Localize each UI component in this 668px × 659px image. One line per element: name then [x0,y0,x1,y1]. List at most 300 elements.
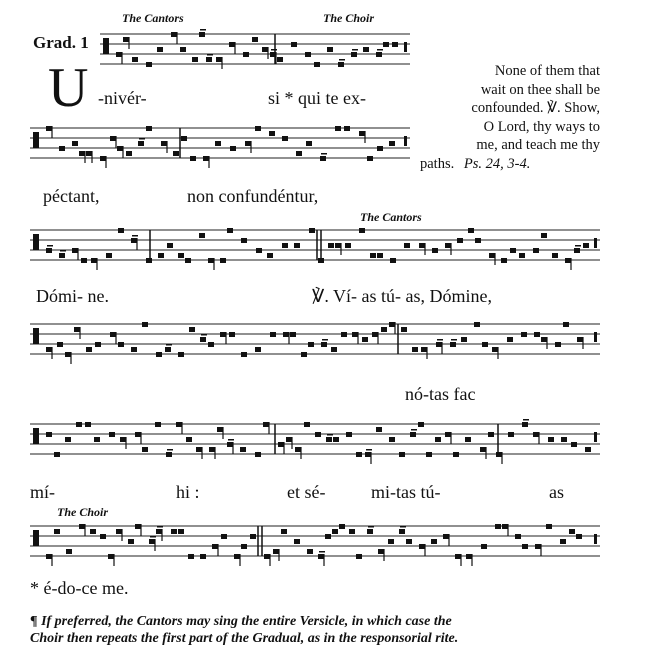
neume [426,452,432,457]
neume [54,452,60,457]
clef-mark [33,234,39,250]
neume [401,327,407,332]
neume [482,342,488,347]
neume [453,452,459,457]
neume [362,337,368,342]
neume [541,233,547,238]
neume [326,437,332,442]
lyric-syllable: mí- [30,482,55,502]
choir-label: The Choir [57,505,109,519]
neume [189,327,195,332]
neume [117,146,123,151]
neume [245,141,251,146]
neume [181,136,187,141]
neume [46,126,52,131]
lyric-syllable: et sé- [287,482,326,502]
neume [221,534,227,539]
neume [461,337,467,342]
neume [116,529,122,534]
translation-line: None of them that [494,63,600,79]
neume [79,524,85,529]
lyric-syllable: Dómi- ne. [36,286,109,306]
music-staff-4 [30,320,600,364]
neume [65,352,71,357]
neume [546,524,552,529]
neume [569,529,575,534]
neume [178,253,184,258]
neume [146,258,152,263]
neume [95,342,101,347]
neume [421,347,427,352]
neume [389,322,395,327]
episema [321,153,327,155]
neume [399,452,405,457]
neume [199,233,205,238]
neume [294,243,300,248]
translation-line: wait on thee shall be [480,81,600,98]
neume [455,554,461,559]
music-staff-2 [30,124,410,168]
neume [522,544,528,549]
neume [142,447,148,452]
neume [273,549,279,554]
custos [594,534,597,544]
lyric-syllable: si * qui te ex- [268,88,366,108]
neume [294,539,300,544]
neume [241,238,247,243]
neume [155,422,161,427]
neume [72,141,78,146]
episema [400,526,406,528]
neume [126,151,132,156]
neume [576,534,582,539]
neume [418,422,424,427]
neume [161,141,167,146]
neume [457,238,463,243]
cantors-label: The Cantors [360,210,422,224]
neume [263,422,269,427]
neume [291,42,297,47]
translation-line: me, and teach me thy [476,137,600,153]
neume [521,332,527,337]
neume [465,437,471,442]
neume [583,243,589,248]
neume [577,337,583,342]
neume [255,452,261,457]
neume [206,57,212,62]
neume [367,529,373,534]
neume [352,332,358,337]
neume [167,243,173,248]
neume [157,47,163,52]
neume [325,534,331,539]
neume [492,347,498,352]
neume [508,432,514,437]
neume [243,52,249,57]
neume [328,243,334,248]
neume [118,228,124,233]
neume [561,437,567,442]
translation-line: confounded. ℣. Show, [471,100,600,116]
neume [356,452,362,457]
lyric-syllable: -nivér- [98,88,147,108]
neume [305,52,311,57]
neume [180,47,186,52]
neume [320,156,326,161]
footnote-line: If preferred, the Cantors may sing the entire Versicle, in which case the [41,614,452,629]
episema [327,434,333,436]
neume [301,352,307,357]
music-staff-3 [30,226,600,270]
neume [132,57,138,62]
neume [331,347,337,352]
neume [365,452,371,457]
custos [594,332,597,342]
neume [278,442,284,447]
neume [541,337,547,342]
neume [346,432,352,437]
neume [419,243,425,248]
neume [240,447,246,452]
neume [171,32,177,37]
neume [46,432,52,437]
neume [256,248,262,253]
neume [81,258,87,263]
neume [474,322,480,327]
neume [443,534,449,539]
neume [445,243,451,248]
neume [86,347,92,352]
neume [534,332,540,337]
neume [250,534,256,539]
translation-line: paths. [420,155,455,172]
music-staff-1 [100,30,410,74]
translation-line: O Lord, thy ways to [483,118,600,135]
neume [216,57,222,62]
episema [319,551,325,553]
episema [339,59,345,61]
neume [435,437,441,442]
neume [46,554,52,559]
neume [314,62,320,67]
neume [555,342,561,347]
neume [178,352,184,357]
neume [488,432,494,437]
lyric-syllable: mi-tas tú- [371,482,441,502]
episema [200,29,206,31]
episema [139,138,145,140]
episema [523,419,529,421]
neume [286,437,292,442]
neume [283,332,289,337]
neume [281,529,287,534]
neume [217,427,223,432]
translation-block [420,62,600,173]
neume [208,258,214,263]
neume [59,146,65,151]
neume [565,258,571,263]
neume [372,332,378,337]
neume [66,549,72,554]
neume [46,248,52,253]
neume [234,554,240,559]
episema [411,429,417,431]
custos [404,42,407,52]
neume [185,258,191,263]
neume [406,539,412,544]
neume [563,322,569,327]
neume [188,554,194,559]
clef-mark [33,132,39,148]
neume [522,422,528,427]
neume [46,347,52,352]
episema [207,54,213,56]
neume [212,544,218,549]
neume [220,332,226,337]
episema [322,339,328,341]
neume [131,347,137,352]
episema [575,245,581,247]
neume [215,141,221,146]
neume [335,243,341,248]
neume [190,156,196,161]
lyric-syllable: non confundéntur, [187,186,319,206]
custos [404,136,407,146]
neume [110,332,116,337]
lyric-syllable: as [549,482,564,502]
neume [359,228,365,233]
neume [309,228,315,233]
lyric-syllable: ℣. Ví- as tú- as, Dómine, [312,286,492,306]
neume [495,524,501,529]
neume [378,549,384,554]
clef-mark [33,530,39,546]
neume [510,248,516,253]
neume [255,347,261,352]
neume [327,47,333,52]
neume [173,151,179,156]
neume [158,253,164,258]
neume [349,529,355,534]
neume [450,342,456,347]
neume [91,258,97,263]
neume [156,529,162,534]
neume [315,432,321,437]
neume [262,47,268,52]
neume [519,253,525,258]
neume [370,253,376,258]
episema [132,235,138,237]
episema [352,49,358,51]
neume [295,447,301,452]
neume [359,131,365,136]
neume [79,151,85,156]
neume [241,544,247,549]
custos [594,238,597,248]
neume [200,337,206,342]
neume [76,422,82,427]
neume [138,141,144,146]
neume [267,253,273,258]
neume [264,554,270,559]
footnote [30,613,630,647]
neume [507,337,513,342]
neume [356,554,362,559]
paragraph-mark: ¶ [30,614,38,629]
neume [390,258,396,263]
neume [318,554,324,559]
neume [341,332,347,337]
music-staff-6 [30,522,600,566]
neume [54,529,60,534]
neume [94,437,100,442]
neume [108,554,114,559]
lyric-syllable: nó-tas fac [405,384,476,404]
neume [552,253,558,258]
neume [270,332,276,337]
neume [344,126,350,131]
neume [574,248,580,253]
neume [282,243,288,248]
neume [367,156,373,161]
neume [571,442,577,447]
neume [419,544,425,549]
neume [106,253,112,258]
neume [146,126,152,131]
neume [475,238,481,243]
neume [178,529,184,534]
neume [171,529,177,534]
neume [85,422,91,427]
clef-mark [33,328,39,344]
neume [307,549,313,554]
episema [368,526,374,528]
scripture-reference: Ps. 24, 3-4. [463,155,531,172]
episema [47,245,53,247]
lyric-syllable: hi : [176,482,200,502]
neume [410,432,416,437]
neume [496,452,502,457]
episema [271,49,277,51]
neume [135,432,141,437]
neume [59,253,65,258]
episema [377,49,383,51]
neume [381,327,387,332]
neume [229,332,235,337]
neume [335,126,341,131]
neume [304,422,310,427]
clef-mark [103,38,109,54]
neume [255,126,261,131]
neume [339,524,345,529]
neume [209,447,215,452]
neume [196,447,202,452]
neume [351,52,357,57]
footnote-line: Choir then repeats the first part of the Gradual, as in the responsorial rite. [30,631,459,646]
neume [227,228,233,233]
choir-label: The Choir [323,11,375,25]
neume [548,437,554,442]
episema [150,536,156,538]
neume [230,146,236,151]
neume [333,437,339,442]
neume [399,529,405,534]
neume [74,327,80,332]
neume [560,539,566,544]
neume [392,42,398,47]
neume [65,437,71,442]
neume [345,243,351,248]
neume [200,554,206,559]
neume [389,437,395,442]
neume [156,352,162,357]
neume [241,352,247,357]
neume [338,62,344,67]
episema [167,449,173,451]
neume [277,57,283,62]
neume [533,432,539,437]
neume [431,539,437,544]
neume [118,342,124,347]
neume [131,238,137,243]
neume [436,342,442,347]
neume [290,332,296,337]
neume [135,524,141,529]
cantors-label: The Cantors [122,11,184,25]
neume [489,253,495,258]
episema [166,344,172,346]
neume [376,427,382,432]
episema [157,526,163,528]
neume [432,248,438,253]
neume [533,248,539,253]
neume [57,342,63,347]
clef-mark [33,428,39,444]
neume [116,52,122,57]
neume [72,248,78,253]
neume [120,437,126,442]
neume [388,539,394,544]
neume [480,447,486,452]
neume [166,452,172,457]
neume [466,554,472,559]
episema [228,439,234,441]
neume [377,253,383,258]
neume [363,47,369,52]
neume [123,37,129,42]
neume [296,151,302,156]
neume [282,136,288,141]
neume [515,534,521,539]
episema [60,250,66,252]
neume [308,342,314,347]
neume [501,258,507,263]
neume [468,228,474,233]
neume [186,437,192,442]
episema [437,339,443,341]
neume [585,447,591,452]
neume [412,347,418,352]
neume [229,42,235,47]
neume [306,141,312,146]
neume [100,534,106,539]
neume [377,146,383,151]
neume [100,156,106,161]
music-staff-5 [30,420,600,464]
neume [252,37,258,42]
custos [594,432,597,442]
neume [146,62,152,67]
